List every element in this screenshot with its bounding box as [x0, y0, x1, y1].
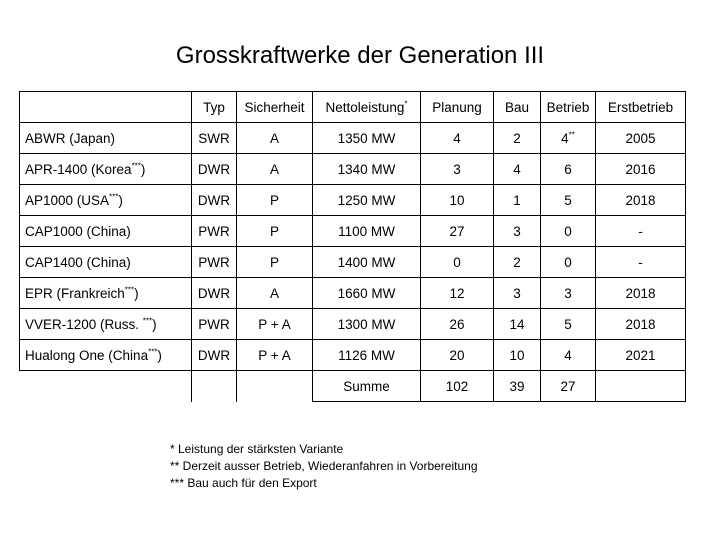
reactor-typ: DWR: [192, 185, 237, 216]
reactor-typ: PWR: [192, 216, 237, 247]
reactor-bau: 3: [494, 216, 541, 247]
header-cell-erstbetrieb: Erstbetrieb: [596, 92, 686, 123]
reactor-planung: 26: [421, 309, 494, 340]
reactor-leistung: 1340 MW: [313, 154, 421, 185]
summary-spacer: [237, 371, 313, 402]
reactor-name: CAP1400 (China): [20, 247, 192, 278]
reactor-planung: 10: [421, 185, 494, 216]
reactor-erstbetrieb: -: [596, 216, 686, 247]
summary-erstbetrieb: [596, 371, 686, 402]
reactor-planung: 20: [421, 340, 494, 371]
reactor-betrieb: 0: [541, 216, 596, 247]
reactor-sicherheit: A: [237, 123, 313, 154]
header-cell-planung: Planung: [421, 92, 494, 123]
reactor-sicherheit: P + A: [237, 309, 313, 340]
reactor-leistung: 1350 MW: [313, 123, 421, 154]
header-cell-bau: Bau: [494, 92, 541, 123]
reactor-name: AP1000 (USA***): [20, 185, 192, 216]
header-cell-name: [20, 92, 192, 123]
reactor-sicherheit: A: [237, 154, 313, 185]
table-row: [20, 278, 686, 309]
summary-label: Summe: [313, 371, 421, 402]
footnote-mark: *: [404, 99, 408, 108]
reactor-sicherheit: P: [237, 247, 313, 278]
footnote: * Leistung der stärksten Variante: [170, 442, 344, 456]
reactor-bau: 10: [494, 340, 541, 371]
reactor-betrieb: 4**: [541, 123, 596, 154]
reactor-planung: 0: [421, 247, 494, 278]
reactor-table: [19, 91, 686, 402]
reactor-betrieb: 5: [541, 309, 596, 340]
reactor-erstbetrieb: 2016: [596, 154, 686, 185]
table-row: [20, 340, 686, 371]
summary-bau: 39: [494, 371, 541, 402]
reactor-betrieb: 0: [541, 247, 596, 278]
slide-title: Grosskraftwerke der Generation III: [175, 42, 545, 69]
summary-row: [20, 371, 686, 402]
reactor-erstbetrieb: 2021: [596, 340, 686, 371]
footnote: *** Bau auch für den Export: [170, 476, 317, 490]
reactor-leistung: 1250 MW: [313, 185, 421, 216]
reactor-leistung: 1300 MW: [313, 309, 421, 340]
reactor-planung: 3: [421, 154, 494, 185]
header-cell-nettoleistung: Nettoleistung*: [313, 92, 421, 123]
reactor-typ: PWR: [192, 247, 237, 278]
reactor-planung: 4: [421, 123, 494, 154]
reactor-erstbetrieb: -: [596, 247, 686, 278]
reactor-erstbetrieb: 2018: [596, 278, 686, 309]
table-row: [20, 185, 686, 216]
reactor-leistung: 1126 MW: [313, 340, 421, 371]
reactor-sicherheit: A: [237, 278, 313, 309]
reactor-sicherheit: P: [237, 216, 313, 247]
reactor-leistung: 1100 MW: [313, 216, 421, 247]
reactor-name: ABWR (Japan): [20, 123, 192, 154]
reactor-typ: DWR: [192, 154, 237, 185]
summary-spacer: [20, 371, 192, 402]
reactor-erstbetrieb: 2018: [596, 185, 686, 216]
reactor-typ: SWR: [192, 123, 237, 154]
reactor-erstbetrieb: 2005: [596, 123, 686, 154]
table-row: [20, 247, 686, 278]
reactor-bau: 1: [494, 185, 541, 216]
reactor-name: VVER-1200 (Russ. ***): [20, 309, 192, 340]
footnotes: [170, 441, 478, 492]
reactor-name: Hualong One (China***): [20, 340, 192, 371]
reactor-typ: DWR: [192, 340, 237, 371]
table-row: [20, 309, 686, 340]
summary-spacer: [192, 371, 237, 402]
reactor-planung: 12: [421, 278, 494, 309]
reactor-bau: 2: [494, 123, 541, 154]
header-cell-typ: Typ: [192, 92, 237, 123]
reactor-typ: DWR: [192, 278, 237, 309]
header-cell-sicherheit: Sicherheit: [237, 92, 313, 123]
summary-betrieb: 27: [541, 371, 596, 402]
reactor-sicherheit: P + A: [237, 340, 313, 371]
reactor-leistung: 1660 MW: [313, 278, 421, 309]
reactor-typ: PWR: [192, 309, 237, 340]
table-row: [20, 216, 686, 247]
reactor-sicherheit: P: [237, 185, 313, 216]
reactor-bau: 4: [494, 154, 541, 185]
reactor-erstbetrieb: 2018: [596, 309, 686, 340]
reactor-name: EPR (Frankreich***): [20, 278, 192, 309]
reactor-planung: 27: [421, 216, 494, 247]
reactor-betrieb: 4: [541, 340, 596, 371]
summary-planung: 102: [421, 371, 494, 402]
reactor-bau: 2: [494, 247, 541, 278]
reactor-bau: 14: [494, 309, 541, 340]
reactor-bau: 3: [494, 278, 541, 309]
reactor-name: APR-1400 (Korea***): [20, 154, 192, 185]
table-row: [20, 154, 686, 185]
footnote: ** Derzeit ausser Betrieb, Wiederanfahren in Vorbereitung: [170, 459, 478, 473]
reactor-leistung: 1400 MW: [313, 247, 421, 278]
reactor-name: CAP1000 (China): [20, 216, 192, 247]
reactor-betrieb: 6: [541, 154, 596, 185]
table-header-row: [20, 92, 686, 123]
reactor-betrieb: 5: [541, 185, 596, 216]
header-cell-betrieb: Betrieb: [541, 92, 596, 123]
reactor-betrieb: 3: [541, 278, 596, 309]
table-row: [20, 123, 686, 154]
